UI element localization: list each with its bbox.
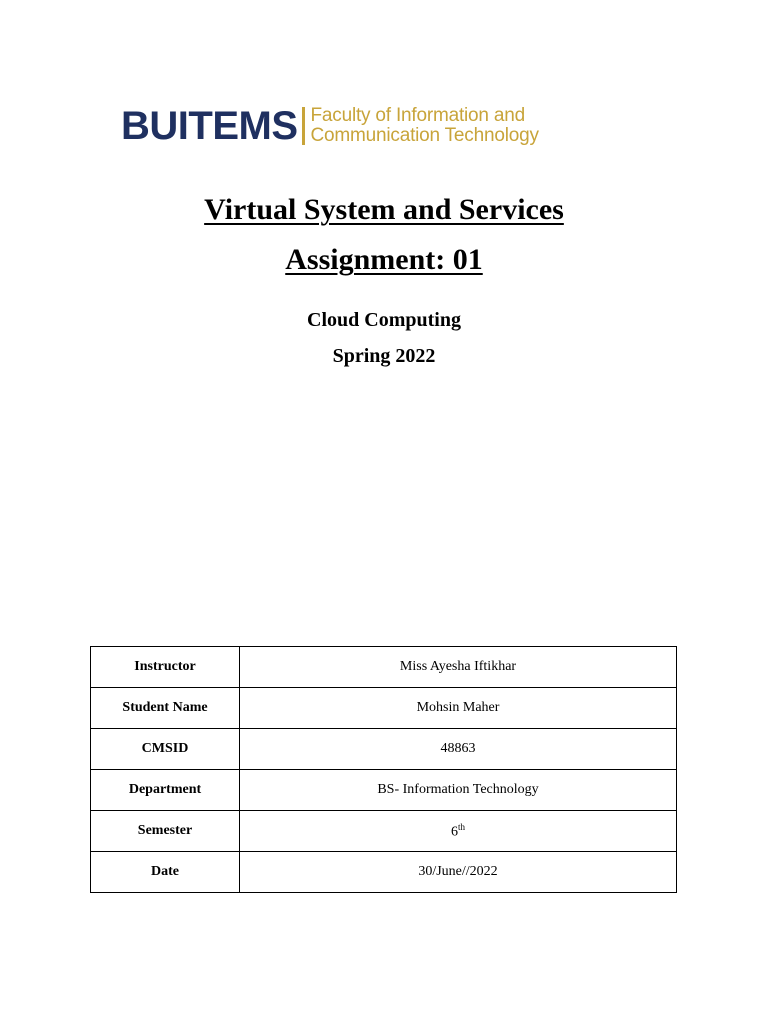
table-row-date — [91, 852, 677, 893]
semester-label: Semester — [91, 811, 240, 852]
student-name-label: Student Name — [91, 688, 240, 729]
table-row-student-name — [91, 688, 677, 729]
logo-tagline — [311, 106, 539, 146]
document-title: Virtual System and Services — [204, 193, 564, 226]
university-logo — [121, 100, 651, 152]
date-value: 30/June//2022 — [240, 852, 677, 893]
logo-tagline-line2: Communication Technology — [310, 125, 539, 146]
table-row-semester — [91, 811, 677, 852]
department-value: BS- Information Technology — [240, 770, 677, 811]
semester-suffix: th — [457, 821, 465, 832]
student-name-value: Mohsin Maher — [240, 688, 677, 729]
table-row-department — [91, 770, 677, 811]
course-name: Cloud Computing — [307, 309, 461, 331]
logo-name: BUITEMS — [121, 104, 298, 148]
info-table — [90, 646, 677, 893]
cmsid-label: CMSID — [91, 729, 240, 770]
logo-tagline-line1: Faculty of Information and — [310, 105, 525, 126]
semester-value-cell — [240, 811, 677, 852]
cmsid-value: 48863 — [240, 729, 677, 770]
table-row-cmsid — [91, 729, 677, 770]
instructor-label: Instructor — [91, 647, 240, 688]
instructor-value: Miss Ayesha Iftikhar — [240, 647, 677, 688]
term: Spring 2022 — [332, 345, 436, 367]
table-row-instructor — [91, 647, 677, 688]
assignment-number: Assignment: 01 — [285, 243, 483, 276]
date-label: Date — [91, 852, 240, 893]
department-label: Department — [91, 770, 240, 811]
logo-divider — [302, 107, 305, 145]
semester-value: 6 — [450, 824, 458, 840]
